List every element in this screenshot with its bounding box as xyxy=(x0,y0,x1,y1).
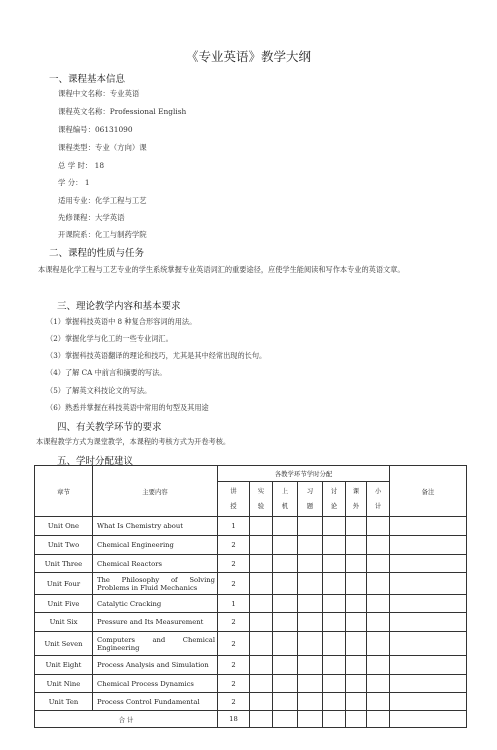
content-cell: Pressure and Its Measurement xyxy=(93,613,218,632)
info-line: 课程英文名称：Professional English xyxy=(58,107,187,116)
info-line: 总 学 时： 18 xyxy=(58,161,105,170)
total-label-cell: 合 计 xyxy=(35,711,218,728)
info-line: 学 分： 1 xyxy=(58,178,90,187)
lecture-hours-cell: 2 xyxy=(218,573,250,595)
info-line: 课程中文名称：专业英语 xyxy=(58,89,140,98)
section-heading-basic-info: 一、课程基本信息 xyxy=(49,74,126,85)
requirement-item: （6）熟悉并掌握在科技英语中常用的句型及其用途 xyxy=(46,403,209,412)
unit-cell: Unit One xyxy=(35,517,93,536)
section-heading-theory: 三、理论教学内容和基本要求 xyxy=(57,301,181,312)
table-row xyxy=(35,675,467,693)
table-row xyxy=(35,595,467,613)
lecture-hours-cell: 1 xyxy=(218,595,250,613)
table-row xyxy=(35,555,467,573)
hours-allocation-table xyxy=(34,465,467,728)
teaching-paragraph: 本课程教学方式为课堂教学，本课程的考核方式为开卷考核。 xyxy=(36,437,231,446)
unit-cell: Unit Eight xyxy=(35,656,93,675)
subheader-subtotal: 小 计 xyxy=(367,482,390,517)
info-line: 课程编号：06131090 xyxy=(58,125,133,134)
unit-cell: Unit Six xyxy=(35,613,93,632)
info-line: 先修课程：大学英语 xyxy=(58,213,125,222)
unit-cell: Unit Nine xyxy=(35,675,93,693)
lecture-hours-cell: 2 xyxy=(218,613,250,632)
requirement-item: （2）掌握化学与化工的一些专业词汇。 xyxy=(46,334,173,343)
section-heading-nature: 二、课程的性质与任务 xyxy=(49,248,145,259)
lecture-hours-cell: 2 xyxy=(218,675,250,693)
content-cell: Chemical Reactors xyxy=(93,555,218,573)
table-total-row xyxy=(35,711,467,728)
table-row xyxy=(35,517,467,536)
subheader-lecture: 讲 授 xyxy=(218,482,250,517)
lecture-hours-cell: 2 xyxy=(218,555,250,573)
content-cell: Catalytic Cracking xyxy=(93,595,218,613)
table-row xyxy=(35,632,467,656)
info-line: 适用专业：化学工程与工艺 xyxy=(58,196,147,205)
subheader-extracurricular: 课 外 xyxy=(346,482,367,517)
nature-paragraph: 本课程是化学工程与工艺专业的学生系统掌握专业英语词汇的重要途径，应使学生能阅读和写作本专业的英语文章。 xyxy=(38,265,405,274)
subheader-computer: 上 机 xyxy=(273,482,298,517)
unit-cell: Unit Seven xyxy=(35,632,93,656)
subheader-experiment: 实 验 xyxy=(250,482,273,517)
header-remark: 备注 xyxy=(390,466,467,517)
requirement-item: （4）了解 CA 中前言和摘要的写法。 xyxy=(46,368,167,377)
subheader-exercise: 习 题 xyxy=(298,482,323,517)
info-line: 开课院系：化工与制药学院 xyxy=(58,230,147,239)
table-row xyxy=(35,656,467,675)
content-cell: Computers and Chemical Engineering xyxy=(93,632,218,656)
unit-cell: Unit Five xyxy=(35,595,93,613)
unit-cell: Unit Three xyxy=(35,555,93,573)
page-title: 《专业英语》教学大纲 xyxy=(185,49,311,64)
requirement-item: （1）掌握科技英语中 8 种复合形容词的用法。 xyxy=(46,317,197,326)
info-line: 课程类型：专业（方向）课 xyxy=(58,143,147,152)
lecture-hours-cell: 2 xyxy=(218,632,250,656)
lecture-hours-cell: 1 xyxy=(218,517,250,536)
section-heading-hours: 五、学时分配建议 xyxy=(57,456,134,467)
subheader-discussion: 讨 论 xyxy=(323,482,346,517)
header-chapter: 章节 xyxy=(35,466,93,517)
total-hours-cell: 18 xyxy=(218,711,250,728)
unit-cell: Unit Two xyxy=(35,536,93,555)
table-row xyxy=(35,613,467,632)
header-content: 主要内容 xyxy=(93,466,218,517)
content-cell: Chemical Engineering xyxy=(93,536,218,555)
unit-cell: Unit Ten xyxy=(35,693,93,711)
lecture-hours-cell: 2 xyxy=(218,693,250,711)
lecture-hours-cell: 2 xyxy=(218,656,250,675)
table-row xyxy=(35,536,467,555)
unit-cell: Unit Four xyxy=(35,573,93,595)
content-cell: Process Analysis and Simulation xyxy=(93,656,218,675)
table-row xyxy=(35,573,467,595)
content-cell: What Is Chemistry about xyxy=(93,517,218,536)
requirement-item: （3）掌握科技英语翻译的理论和技巧，尤其是其中经常出现的长句。 xyxy=(46,351,267,360)
table-row xyxy=(35,693,467,711)
content-cell: Chemical Process Dynamics xyxy=(93,675,218,693)
header-hour-distribution: 各教学环节学时分配 xyxy=(218,466,390,482)
lecture-hours-cell: 2 xyxy=(218,536,250,555)
requirement-item: （5）了解英文科技论文的写法。 xyxy=(46,386,152,395)
content-cell: The Philosophy of Solving Problems in Fluid Mechanics xyxy=(93,573,218,595)
content-cell: Process Control Fundamental xyxy=(93,693,218,711)
section-heading-teaching: 四、有关教学环节的要求 xyxy=(57,422,162,433)
table-header-row xyxy=(35,466,467,482)
